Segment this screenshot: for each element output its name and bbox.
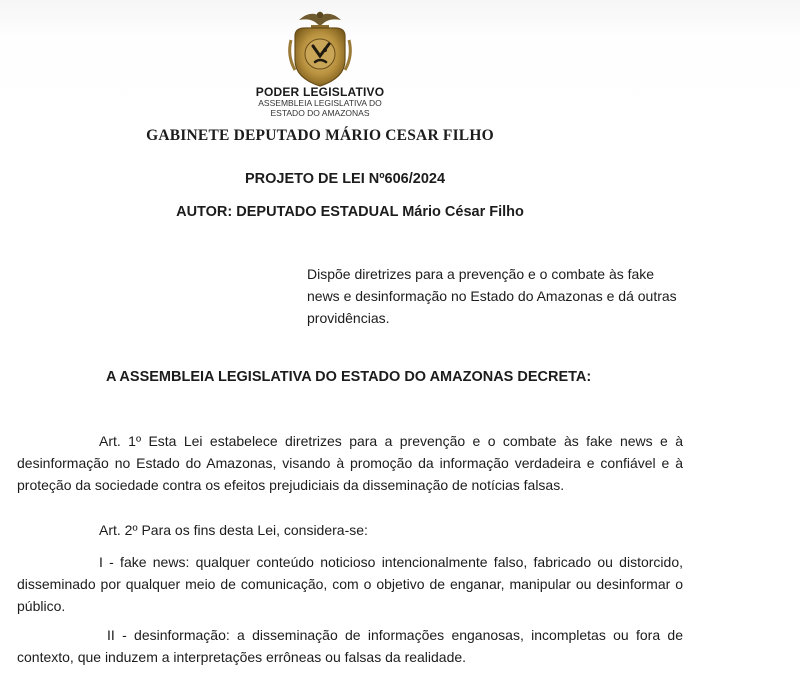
- coat-of-arms-icon: [285, 6, 355, 90]
- institution-name: PODER LEGISLATIVO: [255, 85, 385, 99]
- institution-subtitle-line1: ASSEMBLEIA LEGISLATIVA DO: [258, 98, 382, 108]
- bill-number-heading: PROJETO DE LEI Nº606/2024: [244, 171, 446, 187]
- institution-subtitle-line2: ESTADO DO AMAZONAS: [270, 107, 370, 118]
- article-2: Art. 2º Para os fins desta Lei, considera-se:: [99, 522, 368, 538]
- institution-brand: [250, 86, 390, 117]
- bill-summary: Dispõe diretrizes para a prevenção e o combate às fake news e desinformação no Estado do Amazonas e dá outras providências.: [307, 266, 677, 326]
- article-1: Art. 1º Esta Lei estabelece diretrizes para a prevenção e o combate às fake news e à desinformação no Estado do Amazonas, visando à promoção da informação verdadeira e confiável e à proteção da sociedade contra os efeitos prejudiciais da disseminação de notícias falsas.: [17, 433, 683, 493]
- article-2-item-2: II - desinformação: a disseminação de informações enganosas, incompletas ou fora de contexto, que induzem a interpretações errôneas ou falsas da realidade.: [17, 627, 683, 665]
- enactment-clause: A ASSEMBLEIA LEGISLATIVA DO ESTADO DO AMAZONAS DECRETA:: [106, 369, 592, 385]
- article-2-item-1: I - fake news: qualquer conteúdo noticioso intencionalmente falso, fabricado ou distorcido, disseminado por qualquer meio de comunicação, com o objetivo de enganar, manipular ou desinformar o público.: [17, 554, 683, 614]
- office-heading: GABINETE DEPUTADO MÁRIO CESAR FILHO: [146, 127, 494, 144]
- author-heading: AUTOR: DEPUTADO ESTADUAL Mário César Filho: [176, 204, 524, 220]
